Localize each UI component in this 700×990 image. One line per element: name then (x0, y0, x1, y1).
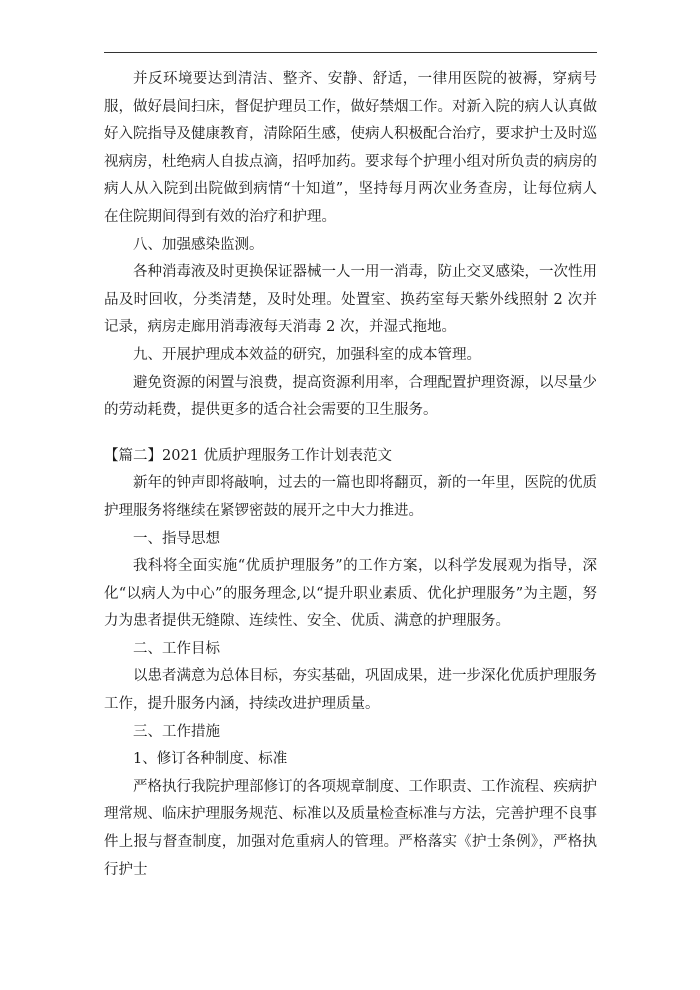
header-rule (104, 52, 597, 53)
paragraph-revise-systems: 严格执行我院护理部修订的各项规章制度、工作职责、工作流程、疾病护理常规、临床护理服务规范、标准以及质量检查标准与方法，完善护理不良事件上报与督查制度，加强对危重病人的管理。严格落实《护士条例》，严格执行护士 (104, 778, 597, 878)
paragraph-environment: 并反环境要达到清洁、整齐、安静、舒适，一律用医院的被褥，穿病号服，做好晨间扫床，督促护理员工作，做好禁烟工作。对新入院的病人认真做好入院指导及健康教育，清除陌生感，使病人积极配合治疗，要求护士及时巡视病房，杜绝病人自拔点滴，招呼加药。要求每个护理小组对所负责的病房的病人从入院到出院做到病情“十知道”，坚持每月两次业务查房，让每位病人在住院期间得到有效的治疗和护理。 (104, 71, 597, 225)
paragraph-guiding-ideology: 我科将全面实施“优质护理服务”的工作方案，以科学发展观为指导，深化“以病人为中心”的服务理念,以“提升职业素质、优化护理服务”为主题，努力为患者提供无缝隙、连续性、安全、优质、满意的护理服务。 (104, 558, 597, 630)
paragraph-resources: 避免资源的闲置与浪费，提高资源利用率，合理配置护理资源，以尽量少的劳动耗费，提供更多的适合社会需要的卫生服务。 (104, 374, 597, 419)
heading-work-measures: 三、工作措施 (133, 723, 220, 740)
heading-revise-systems: 1、修订各种制度、标准 (133, 751, 288, 768)
paragraph-new-year: 新年的钟声即将敲响，过去的一篇也即将翻页，新的一年里，医院的优质护理服务将继续在紧锣密鼓的展开之中大力推进。 (104, 475, 597, 519)
heading-guiding-ideology: 一、指导思想 (133, 530, 220, 547)
heading-infection-monitoring: 八、加强感染监测。 (133, 236, 264, 253)
document-body (104, 66, 597, 884)
paragraph-work-goals: 以患者满意为总体目标，夯实基础，巩固成果，进一步深化优质护理服务工作，提升服务内涵，持续改进护理质量。 (104, 668, 597, 713)
paragraph-disinfection: 各种消毒液及时更换保证器械一人一用一消毒，防止交叉感染，一次性用品及时回收，分类清楚，及时处理。处置室、换药室每天紫外线照射 2 次并记录，病房走廊用消毒液每天消毒 2 次，并湿式拖地。 (104, 264, 597, 336)
section-title: 【篇二】2021 优质护理服务工作计划表范文 (104, 447, 393, 464)
heading-work-goals: 二、工作目标 (133, 640, 220, 657)
heading-cost-benefit: 九、开展护理成本效益的研究，加强科室的成本管理。 (133, 346, 481, 363)
